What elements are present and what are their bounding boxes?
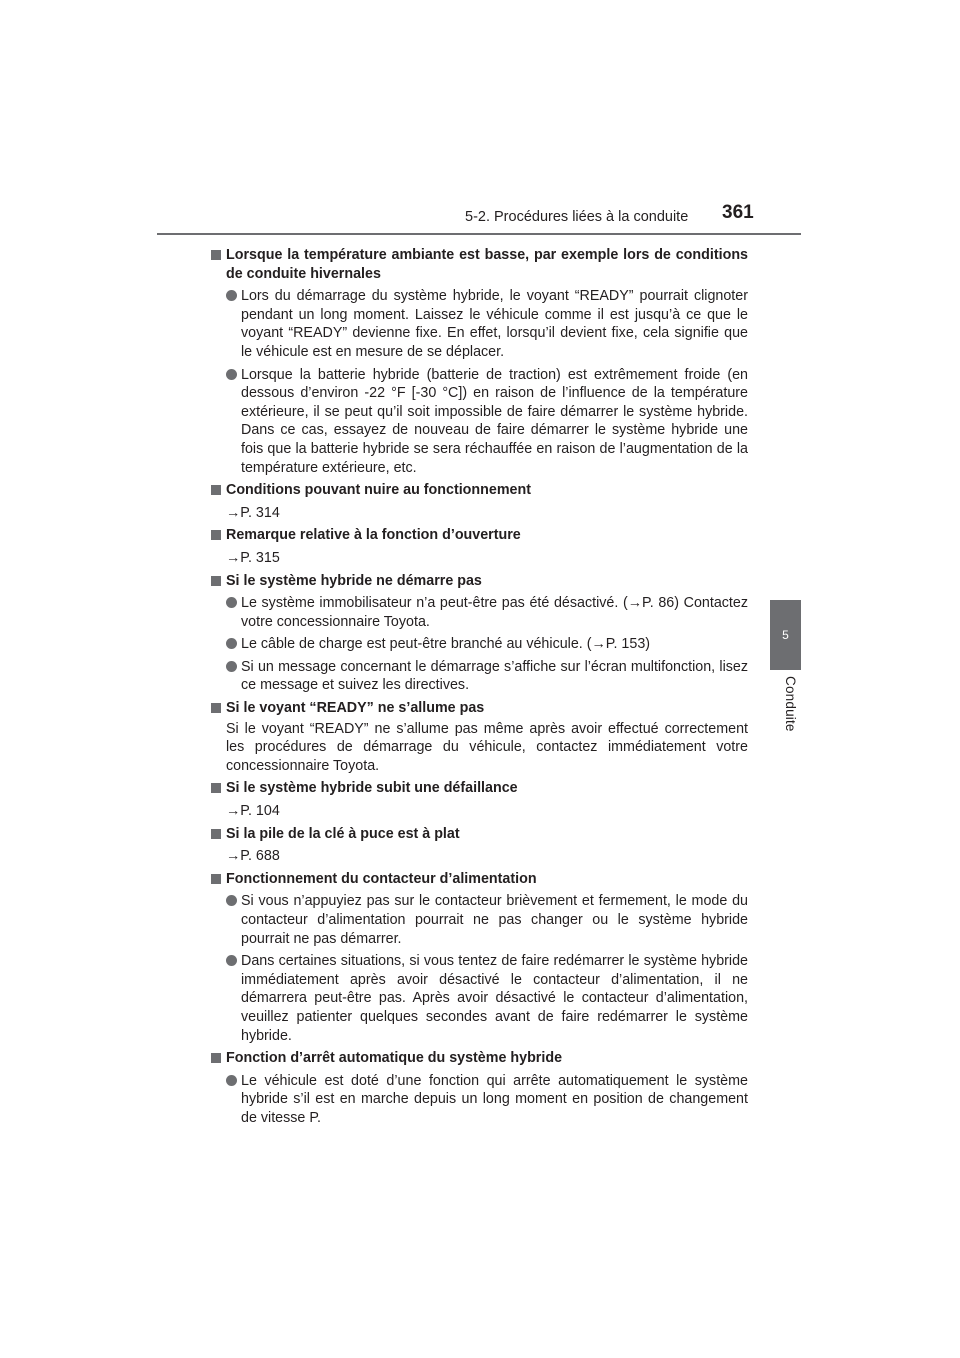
round-bullet-icon [226,290,237,301]
section-title: Remarque relative à la fonction d’ouverture [226,527,521,544]
chapter-tab-number: 5 [770,600,801,670]
square-bullet-icon [211,1053,221,1063]
section-title: Si le système hybride subit une défaillance [226,780,518,797]
list-item: Dans certaines situations, si vous tentez de faire redémarrer le système hybride immédiatement après avoir désactivé le contacteur d’alimentation, il ne démarrera peut-être pas. Après avoir désactivé le contacteur d’alimentation, veuillez patienter quelques secondes avant de faire redémarrer le système hybride. [226,952,748,1045]
section-power-switch [211,870,748,1045]
list-item: Lors du démarrage du système hybride, le voyant “READY” pourrait clignoter pendant un long moment. Laissez le véhicule comme il est jusqu’à ce que le voyant “READY” devienne fixe. En effet, lorsqu’il devient fixe, cela signifie que le véhicule est en mesure de se déplacer. [226,287,748,361]
round-bullet-icon [226,1075,237,1086]
list-item: Si vous n’appuyiez pas sur le contacteur brièvement et fermement, le mode du contacteur d’alimentation pourrait ne pas changer ou le système hybride pourrait ne pas démarrer. [226,892,748,948]
square-bullet-icon [211,829,221,839]
page-number: 361 [722,202,754,223]
section-title: Si la pile de la clé à puce est à plat [226,825,460,842]
running-header-section: 5-2. Procédures liées à la conduite [465,209,689,225]
page-content [211,246,748,1132]
round-bullet-icon [226,638,237,649]
square-bullet-icon [211,530,221,540]
list-item: Le véhicule est doté d’une fonction qui arrête automatiquement le système hybride s’il est en marche depuis un long moment en position de changement de vitesse P. [226,1072,748,1128]
round-bullet-icon [226,661,237,672]
square-bullet-icon [211,783,221,793]
section-auto-shutoff [211,1049,748,1127]
section-cold-temperature [211,246,748,477]
section-opening-function [211,526,748,567]
page-reference: →P. 104 [226,803,280,820]
page-reference: →P. 688 [226,848,280,865]
section-hybrid-failure [211,779,748,820]
section-ready-not-lit [211,699,748,775]
square-bullet-icon [211,250,221,260]
list-item: Lorsque la batterie hybride (batterie de traction) est extrêmement froide (en dessous d’environ -22 °F [-30 °C]) en raison de l’influence de la température extérieure, il se peut qu’il soit impossible de faire démarrer le système hybride. Dans ce cas, essayez de nouveau de faire démarrer le système hybride une fois que la batterie hybride se sera réchauffée en raison de l’augmentation de la température extérieure, etc. [226,366,748,478]
section-title: Lorsque la température ambiante est basse, par exemple lors de conditions de conduite hivernales [226,247,748,282]
list-item: Le système immobilisateur n’a peut-être pas été désactivé. (→P. 86) Contactez votre concessionnaire Toyota. [226,594,748,631]
square-bullet-icon [211,703,221,713]
section-title: Si le voyant “READY” ne s’allume pas [226,700,485,717]
square-bullet-icon [211,576,221,586]
section-title: Fonctionnement du contacteur d’alimentation [226,870,537,887]
page-reference: →P. 315 [226,549,280,566]
chapter-tab-label: Conduite [783,676,798,732]
square-bullet-icon [211,874,221,884]
section-title: Fonction d’arrêt automatique du système hybride [226,1050,563,1067]
round-bullet-icon [226,955,237,966]
square-bullet-icon [211,485,221,495]
section-key-battery [211,825,748,866]
section-hybrid-not-starting [211,572,748,696]
list-item: Si un message concernant le démarrage s’affiche sur l’écran multifonction, lisez ce message et suivez les directives. [226,658,748,695]
section-title: Si le système hybride ne démarre pas [226,572,482,589]
section-title: Conditions pouvant nuire au fonctionnement [226,482,531,499]
page-reference: →P. 314 [226,504,280,521]
round-bullet-icon [226,597,237,608]
list-item: Le câble de charge est peut-être branché au véhicule. (→P. 153) [226,635,748,654]
section-operating-conditions [211,481,748,522]
header-rule [157,233,801,235]
round-bullet-icon [226,895,237,906]
round-bullet-icon [226,369,237,380]
section-paragraph: Si le voyant “READY” ne s’allume pas même après avoir effectué correctement les procédures de démarrage du véhicule, contactez immédiatement votre concessionnaire Toyota. [226,720,748,774]
